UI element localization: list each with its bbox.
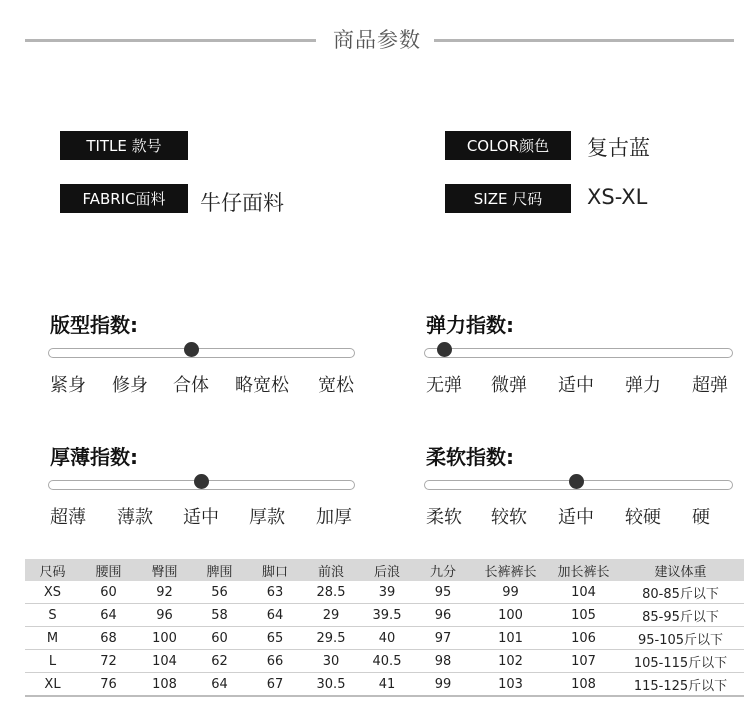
table-cell: 60 — [80, 581, 137, 604]
table-row — [25, 627, 744, 650]
table-cell: 30 — [303, 650, 359, 673]
fit-level-label: 修身 — [112, 375, 148, 396]
table-header-cell: 前浪 — [303, 559, 359, 581]
table-cell: 99 — [471, 581, 550, 604]
fit-level-label: 紧身 — [50, 375, 86, 396]
table-cell: 56 — [192, 581, 247, 604]
table-cell: 58 — [192, 604, 247, 627]
table-cell: 28.5 — [303, 581, 359, 604]
elastic-index-knob — [437, 342, 452, 357]
table-cell: 39 — [359, 581, 415, 604]
table-cell: 64 — [80, 604, 137, 627]
table-cell: 65 — [247, 627, 303, 650]
table-cell: 96 — [137, 604, 192, 627]
table-header-cell: 脚口 — [247, 559, 303, 581]
size-value: XS-XL — [587, 185, 648, 209]
table-cell: 66 — [247, 650, 303, 673]
table-cell: 30.5 — [303, 673, 359, 697]
fit-index-knob — [184, 342, 199, 357]
table-cell: 99 — [415, 673, 471, 697]
title-tag: TITLE 款号 — [60, 131, 188, 160]
table-header-cell: 加长裤长 — [550, 559, 617, 581]
table-cell: 63 — [247, 581, 303, 604]
table-cell: 29.5 — [303, 627, 359, 650]
table-cell: 67 — [247, 673, 303, 697]
header-line-left — [25, 39, 316, 42]
fit-index-track — [48, 348, 355, 358]
table-cell: 29 — [303, 604, 359, 627]
table-cell: 105 — [550, 604, 617, 627]
thickness-index-knob — [194, 474, 209, 489]
softness-level-label: 较软 — [491, 507, 527, 528]
table-cell: 80-85斤以下 — [617, 581, 744, 604]
thickness-level-label: 薄款 — [117, 507, 153, 528]
fit-level-label: 略宽松 — [235, 375, 289, 396]
thickness-index-title: 厚薄指数: — [50, 445, 138, 469]
table-cell: 105-115斤以下 — [617, 650, 744, 673]
table-cell: 98 — [415, 650, 471, 673]
table-header-cell: 尺码 — [25, 559, 80, 581]
thickness-level-label: 适中 — [183, 507, 219, 528]
table-cell: 100 — [137, 627, 192, 650]
softness-index-title: 柔软指数: — [426, 445, 514, 469]
size-tag: SIZE 尺码 — [445, 184, 571, 213]
table-cell: 68 — [80, 627, 137, 650]
table-cell: XS — [25, 581, 80, 604]
table-cell: 104 — [137, 650, 192, 673]
elastic-index-title: 弹力指数: — [426, 313, 514, 337]
table-header-cell: 九分 — [415, 559, 471, 581]
table-cell: 101 — [471, 627, 550, 650]
table-cell: 97 — [415, 627, 471, 650]
softness-level-label: 适中 — [558, 507, 594, 528]
elastic-index-track — [424, 348, 733, 358]
elastic-level-label: 适中 — [558, 375, 594, 396]
table-cell: 72 — [80, 650, 137, 673]
table-cell: 62 — [192, 650, 247, 673]
table-cell: 100 — [471, 604, 550, 627]
table-cell: 60 — [192, 627, 247, 650]
header-line-right — [434, 39, 734, 42]
table-cell: 102 — [471, 650, 550, 673]
fit-index-title: 版型指数: — [50, 313, 138, 337]
table-cell: 104 — [550, 581, 617, 604]
softness-level-label: 柔软 — [426, 507, 462, 528]
fabric-value: 牛仔面料 — [200, 191, 284, 215]
table-cell: 96 — [415, 604, 471, 627]
table-header-cell: 脾围 — [192, 559, 247, 581]
table-cell: 40.5 — [359, 650, 415, 673]
fit-level-label: 合体 — [173, 375, 209, 396]
table-cell: 76 — [80, 673, 137, 697]
table-cell: L — [25, 650, 80, 673]
table-row — [25, 673, 744, 697]
elastic-level-label: 微弹 — [491, 375, 527, 396]
table-cell: 64 — [247, 604, 303, 627]
elastic-level-label: 超弹 — [692, 375, 728, 396]
table-cell: M — [25, 627, 80, 650]
softness-index-knob — [569, 474, 584, 489]
thickness-level-label: 加厚 — [316, 507, 352, 528]
color-tag: COLOR颜色 — [445, 131, 571, 160]
table-header-cell: 建议体重 — [617, 559, 744, 581]
softness-level-label: 硬 — [692, 507, 710, 528]
table-cell: 115-125斤以下 — [617, 673, 744, 697]
thickness-level-label: 超薄 — [50, 507, 86, 528]
table-cell: 107 — [550, 650, 617, 673]
table-header-cell: 长裤裤长 — [471, 559, 550, 581]
table-header-cell: 腰围 — [80, 559, 137, 581]
table-cell: 92 — [137, 581, 192, 604]
table-cell: XL — [25, 673, 80, 697]
elastic-level-label: 弹力 — [625, 375, 661, 396]
softness-level-label: 较硬 — [625, 507, 661, 528]
color-value: 复古蓝 — [587, 136, 650, 160]
elastic-level-label: 无弹 — [426, 375, 462, 396]
table-header-cell: 后浪 — [359, 559, 415, 581]
table-header-row — [25, 559, 744, 581]
table-cell: 108 — [550, 673, 617, 697]
table-header-cell: 臀围 — [137, 559, 192, 581]
size-table — [25, 559, 744, 697]
table-cell: 95 — [415, 581, 471, 604]
table-cell: 39.5 — [359, 604, 415, 627]
table-row — [25, 581, 744, 604]
table-cell: 106 — [550, 627, 617, 650]
thickness-level-label: 厚款 — [249, 507, 285, 528]
table-cell: 41 — [359, 673, 415, 697]
page-title: 商品参数 — [333, 28, 421, 52]
table-cell: 64 — [192, 673, 247, 697]
table-cell: 103 — [471, 673, 550, 697]
table-cell: 40 — [359, 627, 415, 650]
fabric-tag: FABRIC面料 — [60, 184, 188, 213]
table-row — [25, 604, 744, 627]
table-cell: 95-105斤以下 — [617, 627, 744, 650]
table-row — [25, 650, 744, 673]
table-cell: 108 — [137, 673, 192, 697]
table-cell: 85-95斤以下 — [617, 604, 744, 627]
fit-level-label: 宽松 — [318, 375, 354, 396]
table-cell: S — [25, 604, 80, 627]
